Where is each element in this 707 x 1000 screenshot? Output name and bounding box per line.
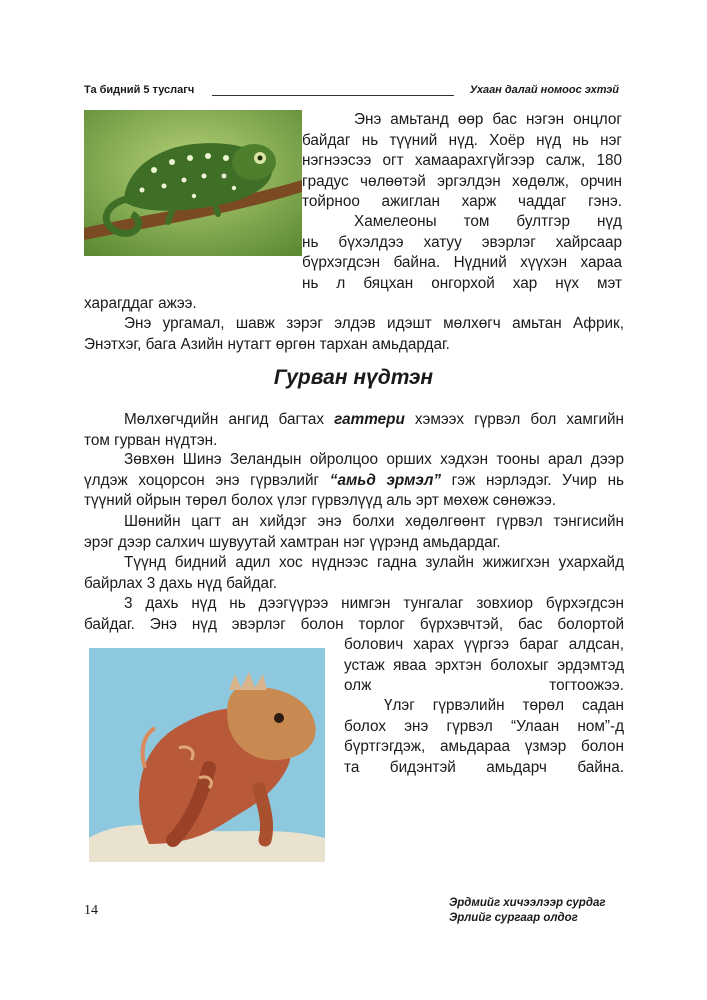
footer-quote (449, 896, 609, 926)
text-line: байрлах 3 дахь нүд байдаг. (84, 574, 277, 592)
paragraph-chameleon-habitat (84, 314, 624, 355)
text-line: Энэ амьтанд өөр бас нэгэн онцлог (354, 111, 622, 128)
text-line: эрэг дээр салхич шувуутай хамтран нэг үүрэнд амьдардаг. (84, 533, 501, 551)
text-line: 3 дахь нүд нь дээгүүрээ нимгэн тунгалаг зовхиор бүрхэгдсэн (124, 595, 624, 612)
running-header-right: Ухаан далай номоос эхтэй (469, 84, 619, 96)
text-line: Энэ ургамал, шавж зэрэг элдэв идэшт мөлхөгч амьтан Африк, (124, 315, 624, 332)
text-line: түүний ойрын төрөл болох үлэг гүрвэлүүд аль эрт мөхөж сөнөжээ. (84, 492, 556, 509)
text-line: Зөвхөн Шинэ Зеландын ойролцоо орших хэдхэн тооны арал дээр (124, 451, 624, 468)
text-line: бүртгэгдэж, амьдараа үзмэр болон (344, 738, 624, 755)
text-line: том гурван нүдтэн. (84, 431, 218, 449)
text-line: нь л бяцхан онгорхой хар нүх мэт (302, 274, 622, 292)
iguana-photo (89, 648, 325, 862)
text-line: Шөнийн цагт ан хийдэг энэ болхи хөдөлгөөнт гүрвэл тэнгисийн (124, 513, 624, 530)
header-rule (212, 95, 454, 96)
text-line: тойрноо ажиглан харж чаддаг гэнэ. (302, 193, 622, 210)
text-line: Үлэг гүрвэлийн төрөл садан (384, 697, 624, 714)
footer-quote-line: Эрдмийг хичээлээр сурдаг (449, 897, 606, 909)
section-title: Гурван нүдтэн (273, 366, 434, 389)
footer-quote-line: Эрлийг сургаар олдог (449, 912, 578, 924)
emphasis-term: “амьд эрмэл” (329, 471, 441, 489)
text-line: байдаг. Энэ нүд эвэрлэг болон торлог бүрхэвчтэй, бас болортой (84, 615, 624, 633)
emphasis-term: гаттери (334, 411, 405, 428)
text-line: Энэтхэг, бага Азийн нутагт өргөн тархан амьдардаг. (84, 335, 450, 353)
paragraph-red-book (344, 696, 624, 778)
text-line: градус чөлөөтэй эргэлдэн хөдөлж, орчин (302, 172, 622, 190)
page-number: 14 (84, 903, 98, 918)
text-line: Түүнд бидний адил хос нүднээс гадна зулайн жижигхэн ухархайд (124, 554, 624, 571)
paragraph-night-hunter (84, 512, 624, 553)
text-line: болох энэ гүрвэл “Улаан ном”-д (344, 717, 624, 735)
text-line: болович харах үүргээ бараг алдсан, (344, 636, 624, 653)
running-header-left: Та бидний 5 туслагч (84, 84, 195, 96)
paragraph-eye-structure (84, 594, 624, 635)
text-line: харагддаг ажээ. (84, 295, 197, 312)
text-line: нэгнээсээ огт хамаарахгүйгээр салж, 180 (302, 152, 622, 169)
paragraph-chameleon-scales (302, 212, 622, 294)
text-line: байдаг нь түүний нүд. Хоёр нүд нь нэг (302, 131, 622, 149)
text-line: устаж яваа эрхтэн болохыг эрдэмтэд (344, 656, 624, 674)
text-line: нь бүхэлдээ хатуу эвэрлэг хайрсаар (302, 233, 622, 251)
text-line: үлдэж хоцорсон энэ гүрвэлийг “амьд эрмэл” гэж нэрлэдэг. Учир нь (84, 471, 624, 489)
paragraph-eye-structure-cont (344, 635, 624, 697)
paragraph-third-eye (84, 553, 624, 594)
paragraph-living-fossil (84, 450, 624, 512)
text-line: бүрхэгдсэн байна. Нүдний хүүхэн хараа (302, 254, 622, 271)
text-line: олж тогтоожээ. (344, 677, 624, 694)
text-line: Хамелеоны том бултгэр нүд (354, 213, 622, 230)
paragraph-tuatara-intro (84, 410, 624, 451)
paragraph-chameleon-eyes (302, 110, 622, 213)
chameleon-photo (84, 110, 302, 256)
text-line: та бидэнтэй амьдарч байна. (344, 758, 624, 776)
text-line: Мөлхөгчдийн ангид багтах гаттери хэмээх гүрвэл бол хамгийн (124, 411, 624, 428)
